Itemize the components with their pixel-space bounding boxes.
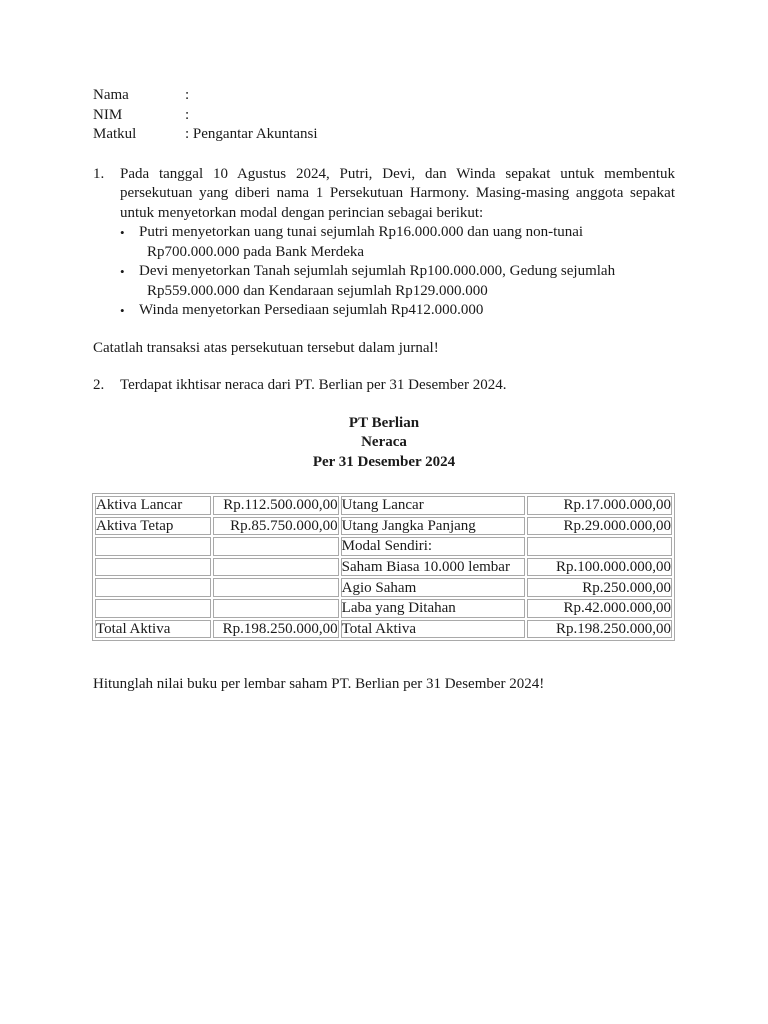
question-text: Pada tanggal 10 Agustus 2024, Putri, Devi, dan Winda sepakat untuk membentuk persekutuan yang diberi nama 1 Persekutuan Harmony. Masing-masing anggota sepakat untuk menyetorkan modal dengan perincian sebagai berikut:	[120, 165, 675, 221]
question-text: Terdapat ikhtisar neraca dari PT. Berlian per 31 Desember 2024.	[120, 377, 507, 393]
liability-label-cell: Utang Lancar	[341, 496, 525, 515]
table-row	[95, 517, 672, 536]
asset-label-cell	[95, 558, 211, 577]
liability-amount-cell: Rp.29.000.000,00	[527, 517, 672, 536]
asset-label-cell: Aktiva Lancar	[95, 496, 211, 515]
header-label: NIM	[93, 106, 123, 123]
list-item	[120, 223, 675, 262]
asset-label-cell	[95, 537, 211, 556]
header-label: Nama	[93, 87, 129, 103]
statement-heading	[93, 414, 675, 473]
list-item-line: Rp700.000.000 pada Bank Merdeka	[147, 243, 365, 260]
header-value: :	[185, 106, 190, 123]
list-item-line: Winda menyetorkan Persediaan sejumlah Rp412.000.000	[139, 302, 484, 318]
liability-label-cell: Utang Jangka Panjang	[341, 517, 525, 536]
liability-amount-cell	[527, 537, 672, 556]
asset-label-cell: Aktiva Tetap	[95, 517, 211, 536]
header-value: :	[185, 87, 190, 103]
question-body	[120, 165, 675, 321]
table-row	[95, 537, 672, 556]
question-2-instruction: Hitunglah nilai buku per lembar saham PT. Berlian per 31 Desember 2024!	[93, 676, 545, 693]
liability-amount-cell: Rp.250.000,00	[527, 578, 672, 597]
liability-amount-cell: Rp.42.000.000,00	[527, 599, 672, 618]
liability-label-cell: Saham Biasa 10.000 lembar	[341, 558, 525, 577]
asset-label-cell	[95, 599, 211, 618]
liability-amount-cell: Rp.100.000.000,00	[527, 558, 672, 577]
document-page	[93, 86, 675, 695]
statement-date: Per 31 Desember 2024	[312, 453, 456, 470]
header-row-nama	[93, 86, 675, 106]
asset-amount-cell: Rp.198.250.000,00	[213, 620, 338, 639]
liability-amount-cell: Rp.198.250.000,00	[527, 620, 672, 639]
liability-label-cell: Modal Sendiri:	[341, 537, 525, 556]
table-row	[95, 558, 672, 577]
question-number: 1.	[93, 165, 105, 182]
question-1	[93, 165, 675, 321]
asset-label-cell: Total Aktiva	[95, 620, 211, 639]
liability-amount-cell: Rp.17.000.000,00	[527, 496, 672, 515]
liability-label-cell: Laba yang Ditahan	[341, 599, 525, 618]
asset-amount-cell	[213, 578, 338, 597]
header-row-nim	[93, 106, 675, 126]
contribution-list	[120, 223, 675, 321]
company-name: PT Berlian	[348, 414, 420, 431]
student-header	[93, 86, 675, 145]
table-row	[95, 620, 672, 639]
list-item-line: Rp559.000.000 dan Kendaraan sejumlah Rp129.000.000	[147, 282, 488, 299]
asset-amount-cell	[213, 558, 338, 577]
liability-label-cell: Agio Saham	[341, 578, 525, 597]
list-item	[120, 301, 675, 321]
statement-name: Neraca	[361, 434, 407, 450]
asset-label-cell	[95, 578, 211, 597]
asset-amount-cell	[213, 537, 338, 556]
balance-sheet-table	[92, 493, 675, 641]
header-value: : Pengantar Akuntansi	[185, 126, 318, 142]
asset-amount-cell: Rp.85.750.000,00	[213, 517, 338, 536]
list-item-line: Devi menyetorkan Tanah sejumlah sejumlah Rp100.000.000, Gedung sejumlah	[139, 263, 616, 279]
header-row-matkul	[93, 125, 675, 145]
question-number: 2.	[93, 377, 105, 393]
list-item	[120, 262, 675, 301]
table-row	[95, 599, 672, 618]
liability-label-cell: Total Aktiva	[341, 620, 525, 639]
question-2	[93, 376, 675, 396]
table-row	[95, 496, 672, 515]
list-item-line: Putri menyetorkan uang tunai sejumlah Rp16.000.000 dan uang non-tunai	[139, 224, 584, 240]
question-1-instruction: Catatlah transaksi atas persekutuan tersebut dalam jurnal!	[93, 339, 439, 356]
header-label: Matkul	[93, 126, 137, 142]
asset-amount-cell: Rp.112.500.000,00	[213, 496, 338, 515]
asset-amount-cell	[213, 599, 338, 618]
table-row	[95, 578, 672, 597]
